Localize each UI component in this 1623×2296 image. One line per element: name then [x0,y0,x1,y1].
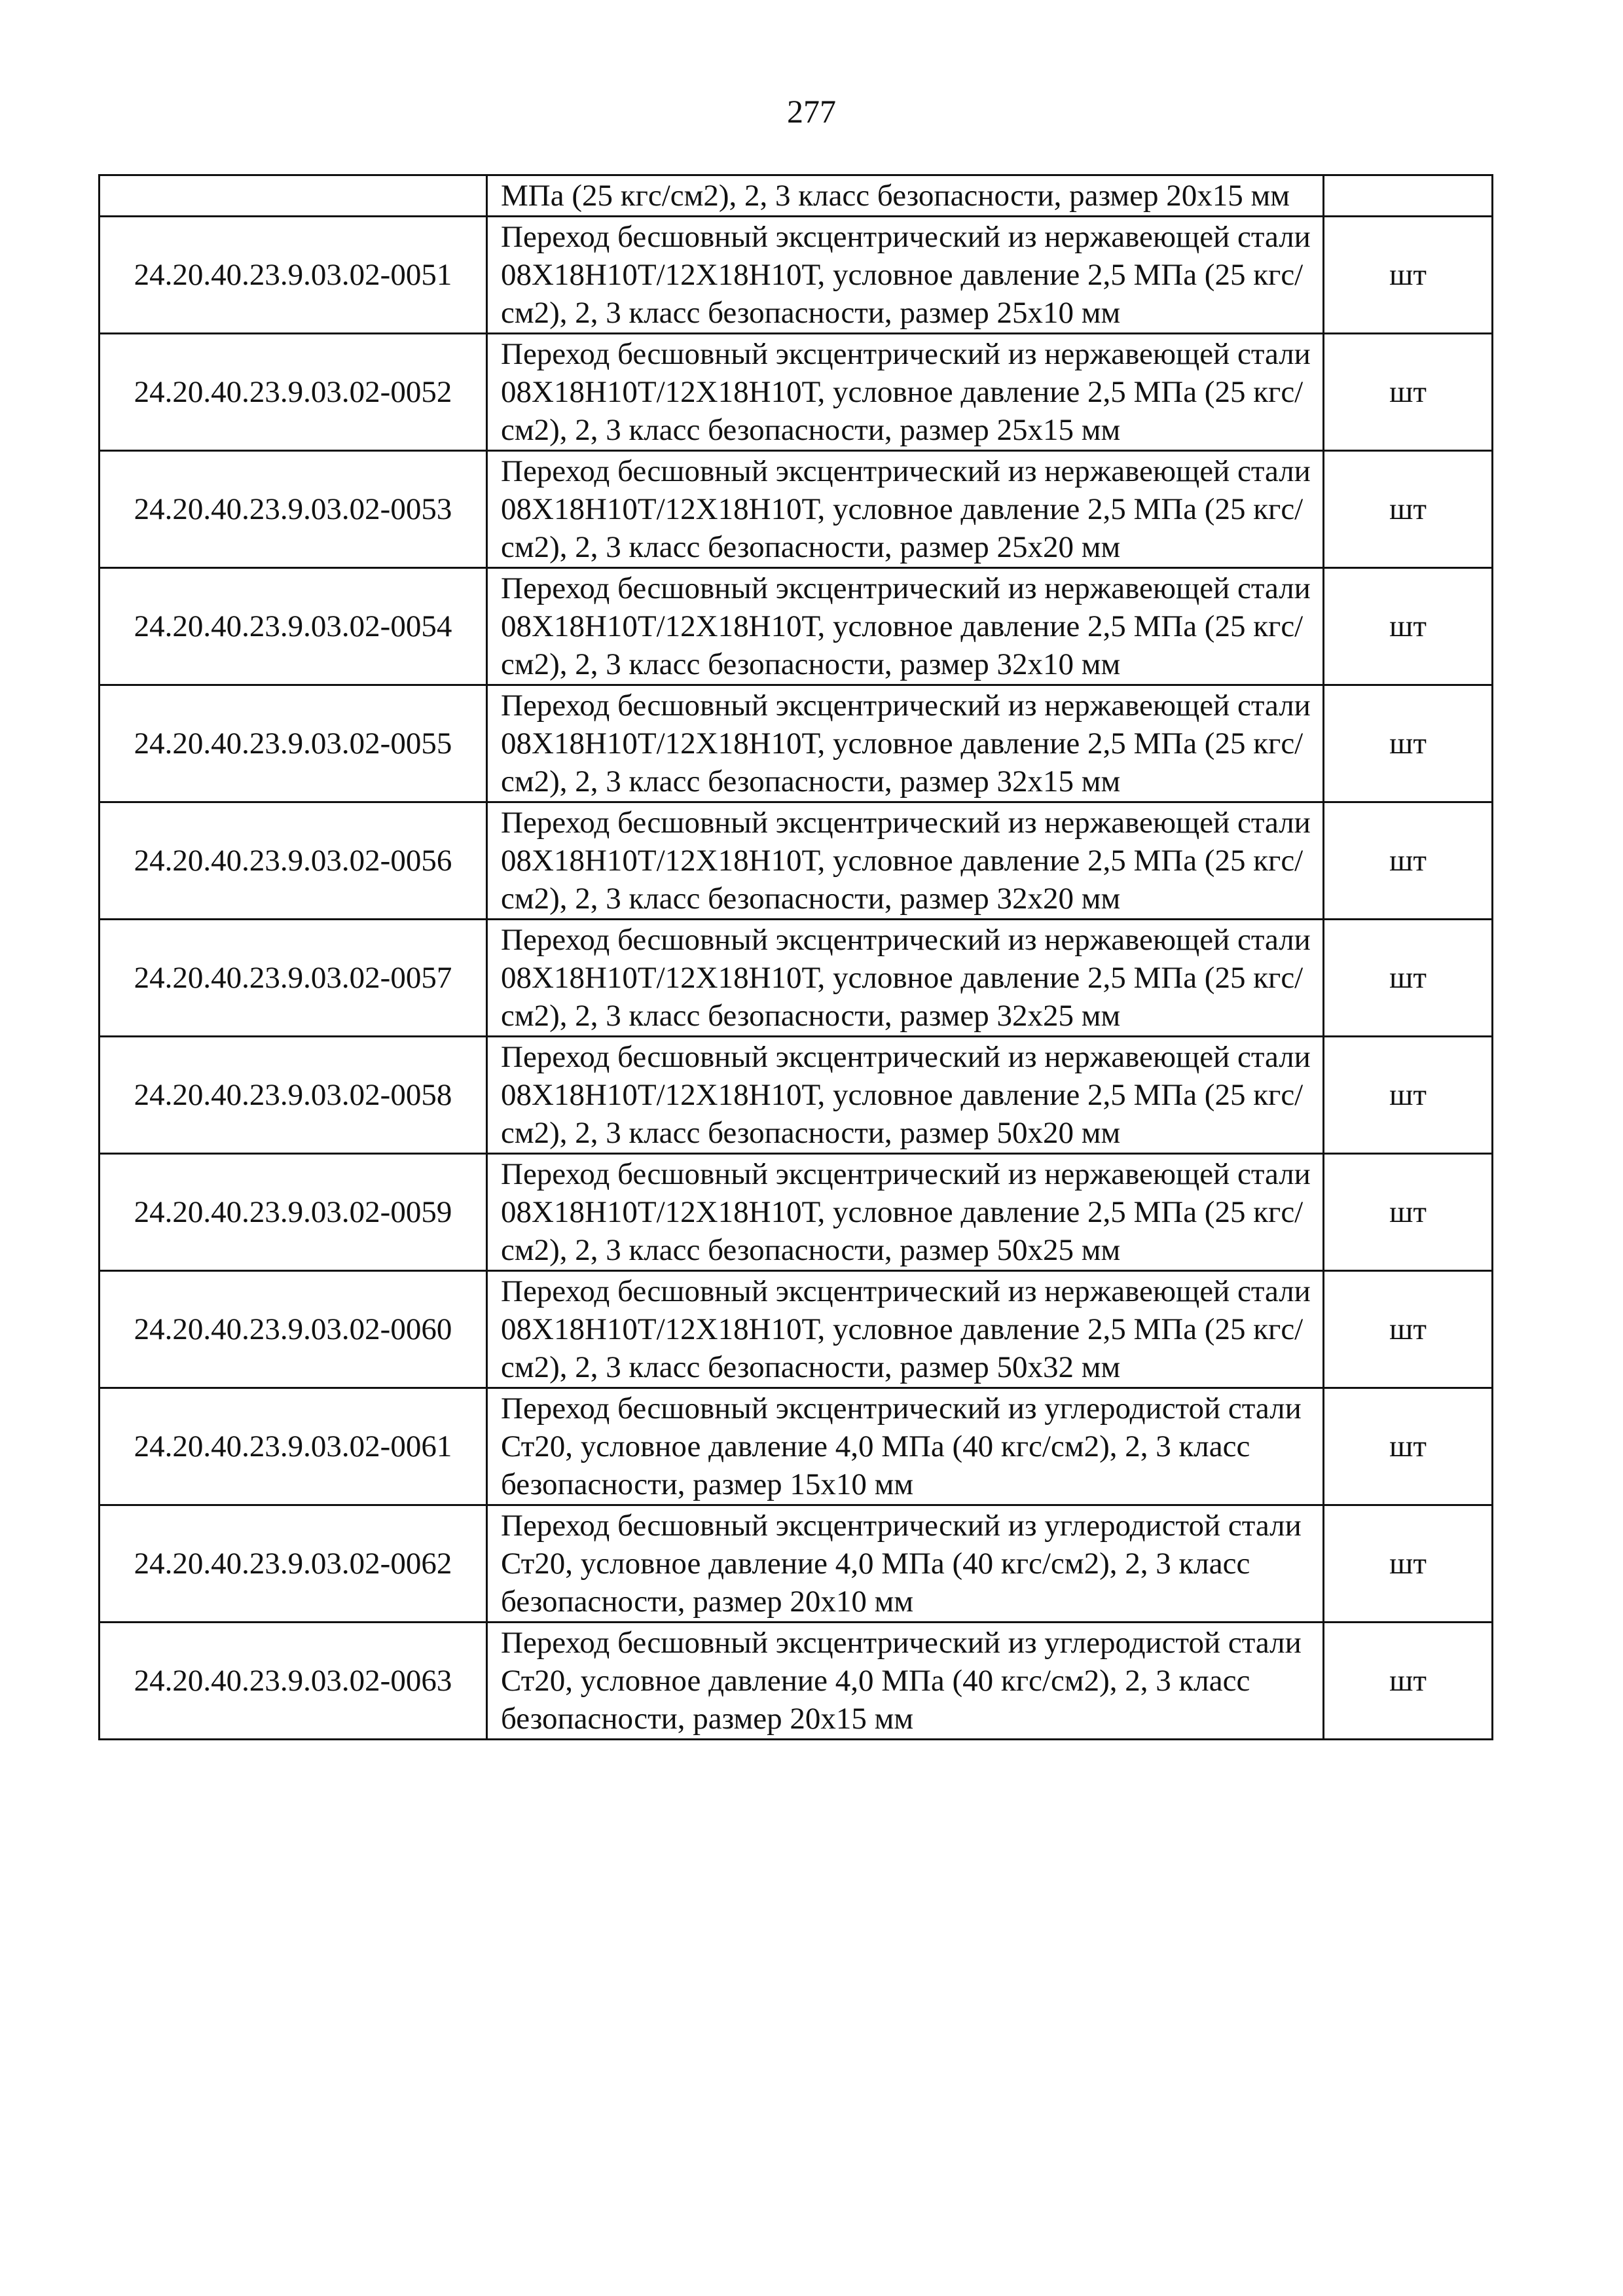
resource-code-cell [100,175,487,217]
table-row [100,802,1493,920]
resource-description-cell: Переход бесшовный эксцентрический из нержавеющей стали 08Х18Н10Т/12Х18Н10Т, условное давление 2,5 МПа (25 кгс/см2), 2, 3 класс безопасности, размер 32х15 мм [487,685,1324,802]
resource-description-cell: Переход бесшовный эксцентрический из нержавеющей стали 08Х18Н10Т/12Х18Н10Т, условное давление 2,5 МПа (25 кгс/см2), 2, 3 класс безопасности, размер 50х20 мм [487,1037,1324,1154]
unit-cell: шт [1324,920,1493,1037]
table-row [100,685,1493,802]
unit-cell: шт [1324,685,1493,802]
table-row [100,217,1493,334]
resource-code-cell: 24.20.40.23.9.03.02-0055 [100,685,487,802]
unit-cell: шт [1324,1388,1493,1505]
resource-description-cell: Переход бесшовный эксцентрический из нержавеющей стали 08Х18Н10Т/12Х18Н10Т, условное давление 2,5 МПа (25 кгс/см2), 2, 3 класс безопасности, размер 50х32 мм [487,1271,1324,1388]
resource-code-cell: 24.20.40.23.9.03.02-0056 [100,802,487,920]
resource-description-cell: Переход бесшовный эксцентрический из нержавеющей стали 08Х18Н10Т/12Х18Н10Т, условное давление 2,5 МПа (25 кгс/см2), 2, 3 класс безопасности, размер 32х10 мм [487,568,1324,685]
resource-code-cell: 24.20.40.23.9.03.02-0061 [100,1388,487,1505]
table-row [100,568,1493,685]
table-row [100,1037,1493,1154]
page-number: 277 [787,93,836,130]
unit-cell: шт [1324,1037,1493,1154]
unit-cell: шт [1324,802,1493,920]
unit-cell: шт [1324,334,1493,451]
table-row [100,451,1493,568]
table-row [100,175,1493,217]
table-row [100,1388,1493,1505]
table-body [100,175,1493,1740]
resource-code-cell: 24.20.40.23.9.03.02-0063 [100,1623,487,1740]
unit-cell: шт [1324,1154,1493,1271]
unit-cell: шт [1324,217,1493,334]
resource-description-cell: Переход бесшовный эксцентрический из углеродистой стали Ст20, условное давление 4,0 МПа (40 кгс/см2), 2, 3 класс безопасности, размер 20х15 мм [487,1623,1324,1740]
resource-description-cell: МПа (25 кгс/см2), 2, 3 класс безопасности, размер 20х15 мм [487,175,1324,217]
resource-code-cell: 24.20.40.23.9.03.02-0054 [100,568,487,685]
resource-description-cell: Переход бесшовный эксцентрический из углеродистой стали Ст20, условное давление 4,0 МПа (40 кгс/см2), 2, 3 класс безопасности, размер 20х10 мм [487,1505,1324,1623]
resource-code-cell: 24.20.40.23.9.03.02-0057 [100,920,487,1037]
table-row [100,920,1493,1037]
resource-description-cell: Переход бесшовный эксцентрический из углеродистой стали Ст20, условное давление 4,0 МПа (40 кгс/см2), 2, 3 класс безопасности, размер 15х10 мм [487,1388,1324,1505]
table-row [100,1623,1493,1740]
unit-cell: шт [1324,451,1493,568]
resource-description-cell: Переход бесшовный эксцентрический из нержавеющей стали 08Х18Н10Т/12Х18Н10Т, условное давление 2,5 МПа (25 кгс/см2), 2, 3 класс безопасности, размер 25х15 мм [487,334,1324,451]
unit-cell: шт [1324,1505,1493,1623]
table-row [100,1271,1493,1388]
unit-cell: шт [1324,1623,1493,1740]
resource-code-cell: 24.20.40.23.9.03.02-0053 [100,451,487,568]
resource-description-cell: Переход бесшовный эксцентрический из нержавеющей стали 08Х18Н10Т/12Х18Н10Т, условное давление 2,5 МПа (25 кгс/см2), 2, 3 класс безопасности, размер 25х10 мм [487,217,1324,334]
resource-description-cell: Переход бесшовный эксцентрический из нержавеющей стали 08Х18Н10Т/12Х18Н10Т, условное давление 2,5 МПа (25 кгс/см2), 2, 3 класс безопасности, размер 32х20 мм [487,802,1324,920]
resource-code-cell: 24.20.40.23.9.03.02-0059 [100,1154,487,1271]
unit-cell [1324,175,1493,217]
price-list-table [98,174,1493,1740]
resource-code-cell: 24.20.40.23.9.03.02-0051 [100,217,487,334]
table-row [100,1505,1493,1623]
resource-code-cell: 24.20.40.23.9.03.02-0060 [100,1271,487,1388]
resource-code-cell: 24.20.40.23.9.03.02-0058 [100,1037,487,1154]
resource-code-cell: 24.20.40.23.9.03.02-0062 [100,1505,487,1623]
table-row [100,1154,1493,1271]
unit-cell: шт [1324,1271,1493,1388]
resource-description-cell: Переход бесшовный эксцентрический из нержавеющей стали 08Х18Н10Т/12Х18Н10Т, условное давление 2,5 МПа (25 кгс/см2), 2, 3 класс безопасности, размер 32х25 мм [487,920,1324,1037]
resource-code-cell: 24.20.40.23.9.03.02-0052 [100,334,487,451]
resource-description-cell: Переход бесшовный эксцентрический из нержавеющей стали 08Х18Н10Т/12Х18Н10Т, условное давление 2,5 МПа (25 кгс/см2), 2, 3 класс безопасности, размер 50х25 мм [487,1154,1324,1271]
resource-description-cell: Переход бесшовный эксцентрический из нержавеющей стали 08Х18Н10Т/12Х18Н10Т, условное давление 2,5 МПа (25 кгс/см2), 2, 3 класс безопасности, размер 25х20 мм [487,451,1324,568]
unit-cell: шт [1324,568,1493,685]
table-row [100,334,1493,451]
